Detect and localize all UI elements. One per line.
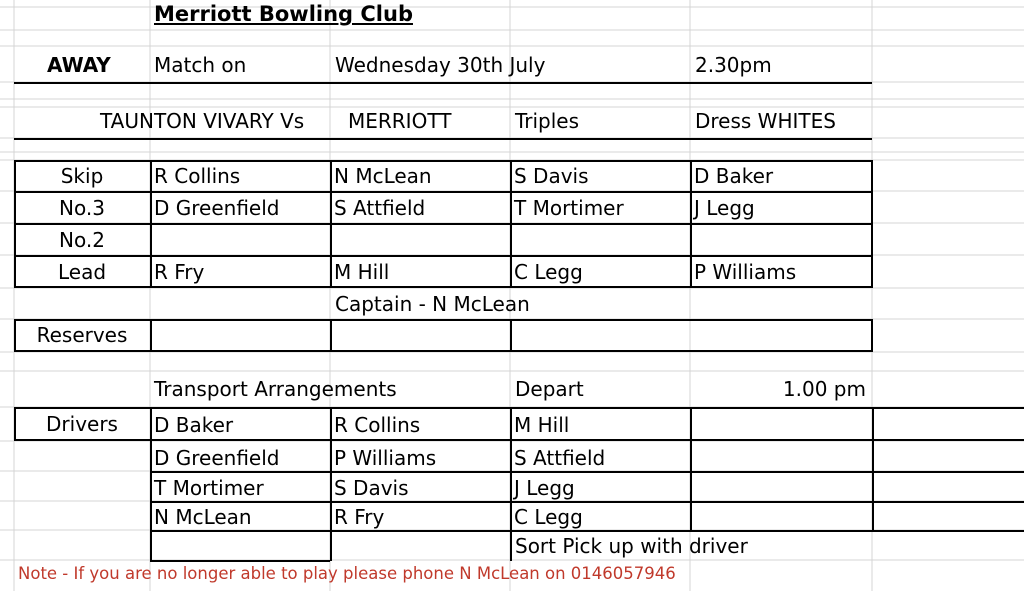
captain-label: Captain - N McLean [335,292,530,316]
position-lead: Lead [57,260,107,284]
match-format: Triples [515,109,580,133]
match-time: 2.30pm [695,53,772,77]
away-label: AWAY [47,53,111,77]
rink-cell: D Baker [694,164,774,188]
passenger-cell: S Davis [334,476,409,500]
position-no3: No.3 [59,196,105,220]
rink-cell: C Legg [514,260,583,284]
rink-cell: P Williams [694,260,797,284]
drivers-label: Drivers [46,412,118,436]
passenger-cell: S Attfield [514,446,606,470]
phone-note: Note - If you are no longer able to play please phone N McLean on 0146057946 [18,564,676,583]
position-no2: No.2 [59,228,105,252]
passenger-cell: R Fry [334,505,385,529]
away-team: MERRIOTT [348,109,452,133]
driver-cell: D Baker [154,413,234,437]
rink-cell: S Davis [514,164,589,188]
rink-cell: M Hill [334,260,390,284]
rink-cell: T Mortimer [514,196,624,220]
depart-label: Depart [515,377,584,401]
passenger-cell: D Greenfield [154,446,280,470]
dress-code: Dress WHITES [695,109,836,133]
passenger-cell: T Mortimer [154,476,264,500]
club-title: Merriott Bowling Club [154,2,413,26]
passenger-cell: J Legg [514,476,575,500]
match-underline [14,138,872,140]
depart-time: 1.00 pm [782,377,866,401]
driver-cell: M Hill [514,413,570,437]
rink-cell: S Attfield [334,196,426,220]
driver-cell: R Collins [334,413,421,437]
transport-heading: Transport Arrangements [154,377,397,401]
header-underline [14,82,872,84]
passenger-cell: N McLean [154,505,252,529]
rink-cell: R Fry [154,260,205,284]
position-skip: Skip [60,164,104,188]
rink-cell: R Collins [154,164,241,188]
rink-cell: N McLean [334,164,432,188]
passenger-cell: P Williams [334,446,437,470]
passenger-cell: C Legg [514,505,583,529]
match-on-label: Match on [154,53,247,77]
reserves-label: Reserves [36,323,128,347]
match-date: Wednesday 30th July [335,53,546,77]
pickup-note: Sort Pick up with driver [515,534,748,558]
home-team: TAUNTON VIVARY Vs [100,109,305,133]
rink-cell: D Greenfield [154,196,280,220]
rink-cell: J Legg [694,196,755,220]
